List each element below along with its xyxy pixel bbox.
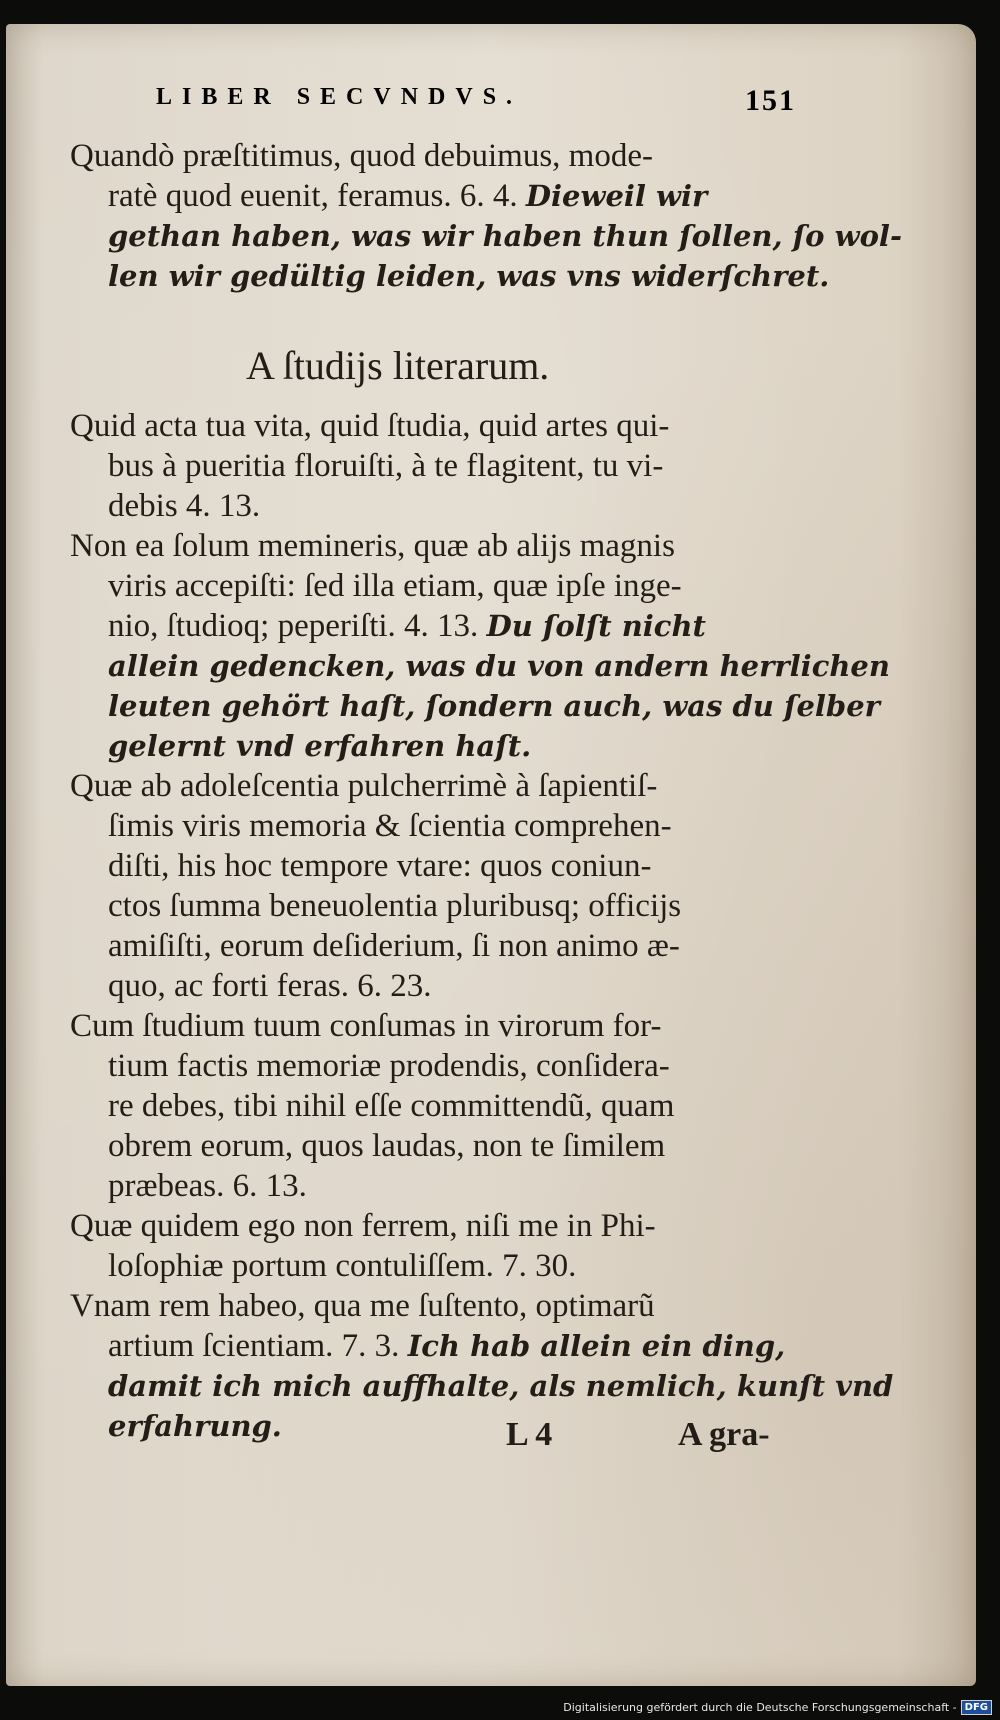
text-line: ctos ſumma beneuolentia pluribusq; officijs (108, 888, 682, 924)
text-line: allein gedencken, was du von andern herrlichen (108, 649, 890, 683)
text-line: len wir gedültig leiden, was vns widerſchret. (108, 259, 830, 293)
credit-text: Digitalisierung gefördert durch die Deutsche Forschungsgemeinschaft - (563, 1700, 957, 1714)
text-line: amiſiſti, eorum deſiderium, ſi non animo æ- (108, 928, 680, 964)
text-line: damit ich mich auffhalte, als nemlich, kunſt vnd (108, 1369, 894, 1403)
running-title: LIBER SECVNDVS. (156, 84, 523, 110)
text-line: erfahrung. (108, 1409, 282, 1443)
text-line: Quæ quidem ego non ferrem, niſi me in Phi- (70, 1208, 656, 1244)
text-line: gethan haben, was wir haben thun ſollen, ſo wol- (108, 219, 902, 253)
text-line: Cum ſtudium tuum conſumas in virorum for- (70, 1008, 662, 1044)
text-line: quo, ac forti feras. 6. 23. (108, 968, 432, 1004)
text-line: artium ſcientiam. 7. 3. Ich hab allein ein ding, (108, 1328, 786, 1364)
section-title: A ſtudijs literarum. (246, 343, 550, 388)
text-line: Quid acta tua vita, quid ſtudia, quid artes qui- (70, 408, 670, 444)
text-line: Quæ ab adoleſcentia pulcherrimè à ſapientiſ- (70, 768, 658, 804)
text-line: Quandò præſtitimus, quod debuimus, mode- (70, 138, 653, 174)
page-number: 151 (745, 84, 796, 117)
text-line: tium factis memoriæ prodendis, conſidera- (108, 1048, 670, 1084)
text-line: debis 4. 13. (108, 488, 261, 524)
text-line: viris accepiſti: ſed illa etiam, quæ ipſe inge- (108, 568, 682, 604)
digitization-credit (563, 1698, 992, 1716)
text-line: ratè quod euenit, feramus. 6. 4. Dieweil wir (108, 178, 708, 214)
text-line: ſimis viris memoria & ſcientia comprehen- (108, 808, 672, 844)
text-line: nio, ſtudioq; peperiſti. 4. 13. Du ſolſt nicht (108, 608, 706, 644)
running-header (156, 84, 796, 124)
text-line: leuten gehört haſt, ſondern auch, was du ſelber (108, 689, 880, 723)
text-line: bus à pueritia floruiſti, à te flagitent, tu vi- (108, 448, 664, 484)
dfg-logo: DFG (961, 1700, 992, 1715)
catchword: A gra- (678, 1416, 770, 1453)
text-line: re debes, tibi nihil eſſe committendũ, quam (108, 1088, 675, 1124)
text-line: Non ea ſolum memineris, quæ ab alijs magnis (70, 528, 675, 564)
text-line: obrem eorum, quos laudas, non te ſimilem (108, 1128, 666, 1164)
text-line: loſophiæ portum contuliſſem. 7. 30. (108, 1248, 577, 1284)
text-line: præbeas. 6. 13. (108, 1168, 307, 1204)
book-page (6, 24, 976, 1686)
text-line: gelernt vnd erfahren haſt. (108, 729, 532, 763)
text-line: diſti, his hoc tempore vtare: quos coniun- (108, 848, 652, 884)
signature-mark: L 4 (506, 1416, 553, 1453)
text-line: Vnam rem habeo, qua me ſuſtento, optimarũ (70, 1288, 655, 1324)
